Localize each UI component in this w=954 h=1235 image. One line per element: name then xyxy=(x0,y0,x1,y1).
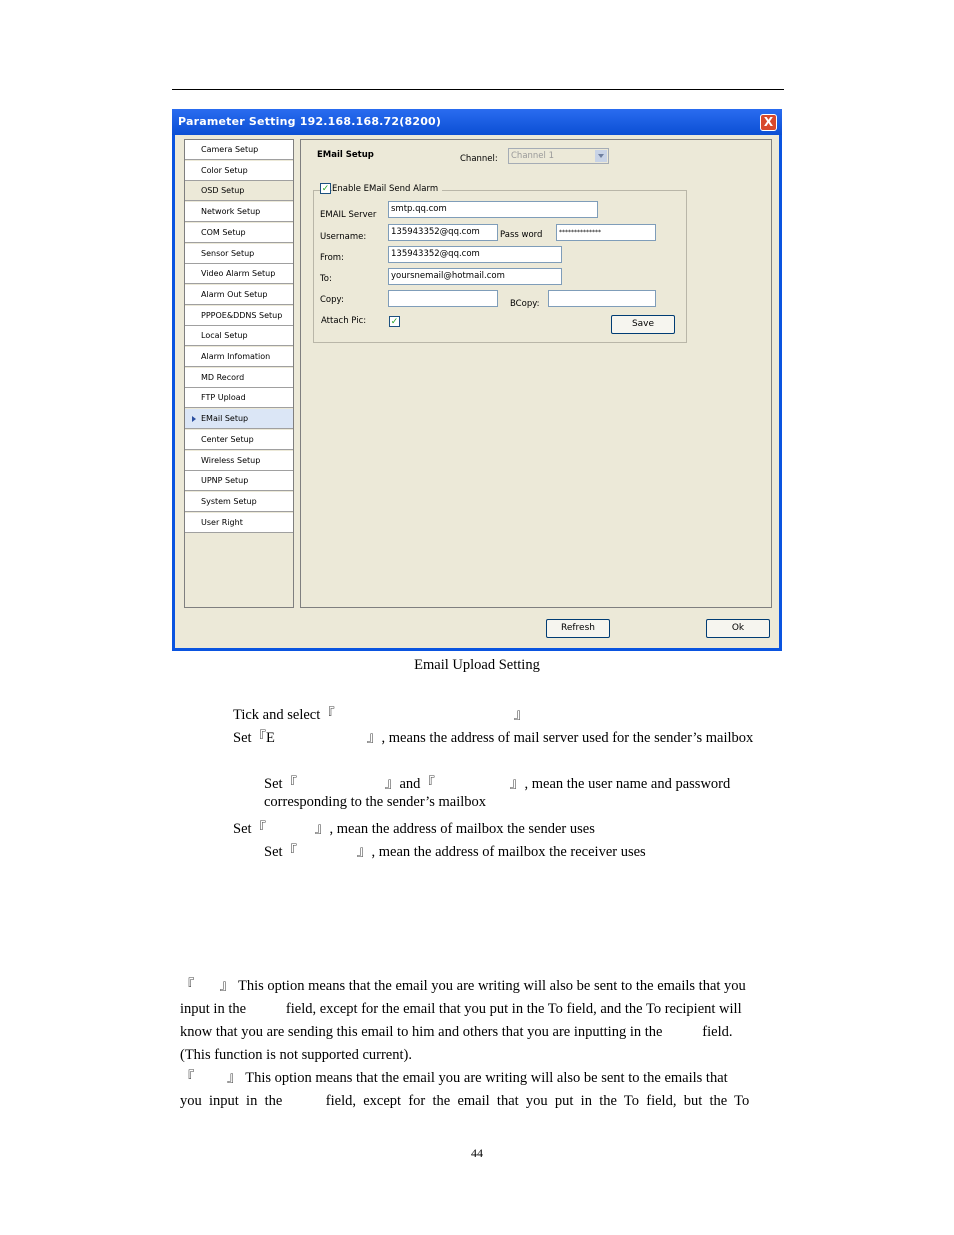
header-rule xyxy=(172,89,784,90)
instruction-4-end: 』, mean the address of mailbox the sender uses xyxy=(315,821,595,837)
attach-pic-checkbox[interactable]: ✓ xyxy=(390,316,399,326)
instruction-3-cont: corresponding to the sender’s mailbox xyxy=(264,794,487,810)
chevron-down-icon[interactable] xyxy=(595,150,607,162)
copy-line-1: 『 』 This option means that the email you are writing will also be sent to the emails that you xyxy=(180,978,746,994)
copy-label: Copy: xyxy=(320,295,344,305)
to-input[interactable]: yoursnemail@hotmail.com xyxy=(388,268,562,285)
from-input[interactable]: 135943352@qq.com xyxy=(388,246,562,263)
instruction-3-end: 』, mean the user name and password xyxy=(510,776,731,792)
instruction-3-start: Set『 xyxy=(264,776,298,792)
attach-pic-label: Attach Pic: xyxy=(321,316,367,326)
sidebar-item-ftp-upload[interactable]: FTP Upload xyxy=(185,388,293,408)
enable-email-label: Enable EMail Send Alarm xyxy=(332,184,442,194)
sidebar-item-system-setup[interactable]: System Setup xyxy=(185,492,293,512)
instruction-5-start: Set『 xyxy=(264,844,298,860)
close-icon: X xyxy=(763,115,774,129)
instruction-1-end: 』 xyxy=(514,707,529,723)
refresh-button[interactable]: Refresh xyxy=(546,619,610,638)
sidebar-item-upnp-setup[interactable]: UPNP Setup xyxy=(185,471,293,491)
instruction-3-mid: 』and『 xyxy=(385,776,435,792)
username-label: Username: xyxy=(320,232,367,242)
sidebar-item-alarm-infomation[interactable]: Alarm Infomation xyxy=(185,347,293,367)
settings-sidebar xyxy=(184,139,294,608)
sidebar-item-local-setup[interactable]: Local Setup xyxy=(185,326,293,346)
ok-button[interactable]: Ok xyxy=(706,619,770,638)
copy-line-4: (This function is not supported current). xyxy=(180,1047,412,1063)
copy-line-3: know that you are sending this email to him and others that you are inputting in the field. xyxy=(180,1024,733,1040)
figure-caption: Email Upload Setting xyxy=(414,657,540,673)
instruction-2-start: Set『E xyxy=(233,730,275,746)
sidebar-item-network-setup[interactable]: Network Setup xyxy=(185,202,293,222)
close-button[interactable] xyxy=(760,114,777,131)
username-input[interactable]: 135943352@qq.com xyxy=(388,224,498,241)
from-label: From: xyxy=(320,253,344,263)
copy-input[interactable] xyxy=(388,290,498,307)
sidebar-item-center-setup[interactable]: Center Setup xyxy=(185,430,293,450)
enable-email-checkbox[interactable]: ✓ xyxy=(321,183,330,193)
bcopy-line-1: 『 』 This option means that the email you are writing will also be sent to the emails that xyxy=(180,1070,728,1086)
email-server-input[interactable]: smtp.qq.com xyxy=(388,201,598,218)
sidebar-item-wireless-setup[interactable]: Wireless Setup xyxy=(185,451,293,471)
copy-paragraph xyxy=(180,975,782,1113)
email-server-label: EMAIL Server xyxy=(320,210,377,220)
parameter-setting-dialog xyxy=(172,109,782,651)
dialog-client xyxy=(175,135,779,648)
password-input[interactable]: ************** xyxy=(556,224,656,241)
sidebar-item-user-right[interactable]: User Right xyxy=(185,513,293,533)
selected-arrow-icon xyxy=(192,416,196,422)
sidebar-item-color-setup[interactable]: Color Setup xyxy=(185,161,293,181)
to-label: To: xyxy=(320,274,332,284)
password-label: Pass word xyxy=(500,230,543,240)
sidebar-item-alarm-out-setup[interactable]: Alarm Out Setup xyxy=(185,285,293,305)
bcopy-input[interactable] xyxy=(548,290,656,307)
sidebar-item-sensor-setup[interactable]: Sensor Setup xyxy=(185,244,293,264)
email-setup-panel xyxy=(300,139,772,608)
instruction-1-start: Tick and select『 xyxy=(233,707,335,723)
copy-line-2: input in the field, except for the email that you put in the To field, and the To recipient will xyxy=(180,1001,742,1017)
dialog-title: Parameter Setting 192.168.168.72(8200) xyxy=(178,115,442,128)
sidebar-item-camera-setup[interactable]: Camera Setup xyxy=(185,140,293,160)
save-button[interactable]: Save xyxy=(611,315,675,334)
instruction-2-end: 』, means the address of mail server used for the sender’s mailbox xyxy=(367,730,754,746)
instruction-4-start: Set『 xyxy=(233,821,267,837)
page-number: 44 xyxy=(471,1146,483,1160)
channel-label: Channel: xyxy=(460,154,498,164)
sidebar-item-email-setup[interactable]: EMail Setup xyxy=(185,409,293,429)
panel-heading: EMail Setup xyxy=(317,150,374,160)
bcopy-line-2: you input in the field, except for the email that you put in the To field, but the To xyxy=(180,1093,750,1109)
sidebar-item-osd-setup[interactable]: OSD Setup xyxy=(185,181,293,201)
sidebar-item-md-record[interactable]: MD Record xyxy=(185,368,293,388)
sidebar-item-com-setup[interactable]: COM Setup xyxy=(185,223,293,243)
email-alarm-groupbox xyxy=(313,183,687,343)
title-bar[interactable] xyxy=(172,109,782,135)
channel-select[interactable]: Channel 1 xyxy=(508,148,609,164)
instruction-5-end: 』, mean the address of mailbox the receiver uses xyxy=(357,844,646,860)
bcopy-label: BCopy: xyxy=(510,299,540,309)
sidebar-item-video-alarm-setup[interactable]: Video Alarm Setup xyxy=(185,264,293,284)
sidebar-item-pppoe-ddns-setup[interactable]: PPPOE&DDNS Setup xyxy=(185,306,293,326)
